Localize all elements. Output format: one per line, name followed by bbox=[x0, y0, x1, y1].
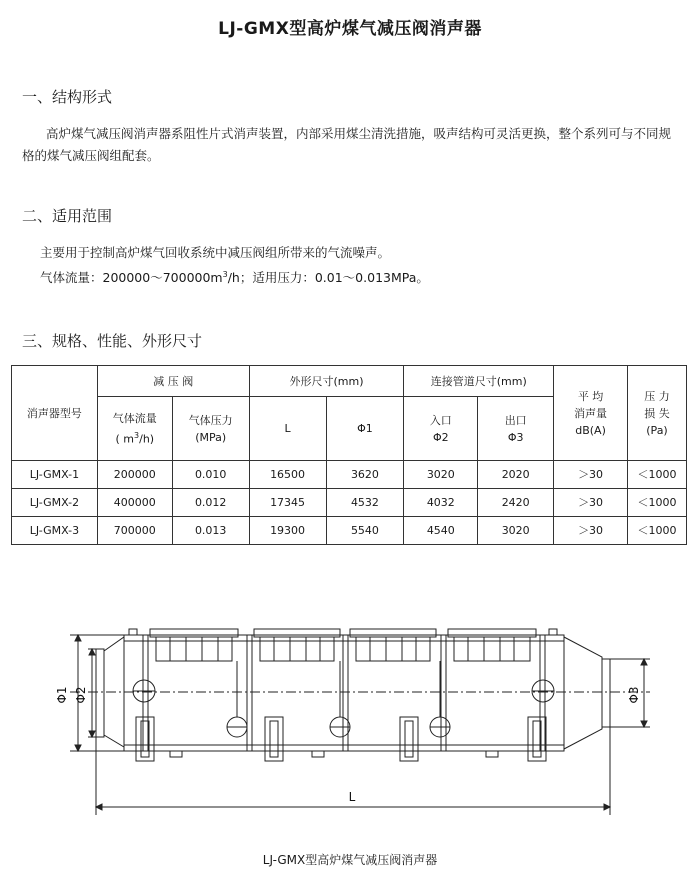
dim-label-phi2: Φ2 bbox=[74, 686, 88, 704]
cell-L: 19300 bbox=[249, 517, 326, 545]
silencer-drawing bbox=[0, 595, 700, 835]
header-pressure-loss bbox=[628, 366, 687, 461]
cell-noise: ＞30 bbox=[554, 461, 628, 489]
loss-label-c: (Pa) bbox=[646, 423, 668, 437]
table-row bbox=[12, 517, 687, 545]
header-noise bbox=[554, 366, 628, 461]
scope-superscript: 3 bbox=[222, 270, 228, 279]
scope-line-1: 主要用于控制高炉煤气回收系统中减压阀组所带来的气流噪声。 bbox=[40, 245, 391, 260]
inlet-flange bbox=[96, 649, 104, 737]
loss-label-a: 压 力 bbox=[644, 389, 670, 403]
header-phi1: Φ1 bbox=[326, 397, 404, 461]
cell-L: 16500 bbox=[249, 461, 326, 489]
header-pipe: 连接管道尺寸(mm) bbox=[404, 366, 554, 397]
header-flow bbox=[97, 397, 172, 461]
noise-label-a: 平 均 bbox=[577, 389, 604, 403]
cell-outlet: 2020 bbox=[478, 461, 554, 489]
section-heading-structure: 一、结构形式 bbox=[22, 88, 113, 106]
cell-flow: 700000 bbox=[97, 517, 172, 545]
header-pressure bbox=[172, 397, 249, 461]
pressure-label-a: 气体压力 bbox=[188, 413, 233, 427]
bottom-drains bbox=[170, 751, 498, 757]
cell-flow: 200000 bbox=[97, 461, 172, 489]
cell-pressure: 0.012 bbox=[172, 489, 249, 517]
cell-model: LJ-GMX-3 bbox=[12, 517, 98, 545]
outlet-flange bbox=[602, 659, 610, 727]
table-row bbox=[12, 489, 687, 517]
main-shell bbox=[124, 635, 564, 751]
header-valve: 减 压 阀 bbox=[97, 366, 249, 397]
scope-line-2 bbox=[40, 264, 700, 289]
access-doors bbox=[136, 717, 546, 761]
partition-walls bbox=[143, 635, 545, 751]
dim-label-L: L bbox=[348, 790, 356, 804]
structure-paragraph: 高炉煤气减压阀消声器系阻性片式消声装置，内部采用煤尘清洗措施，吸声结构可灵活更换，整个系列可与不同规格的煤气减压阀组配套。 bbox=[22, 126, 672, 163]
section-heading-specs: 三、规格、性能、外形尺寸 bbox=[22, 332, 203, 350]
flow-label-a: 气体流量 bbox=[112, 411, 157, 425]
top-nozzles bbox=[129, 629, 557, 635]
noise-label-c: dB(A) bbox=[575, 423, 606, 437]
header-dimensions: 外形尺寸(mm) bbox=[249, 366, 404, 397]
cell-inlet: 4032 bbox=[404, 489, 478, 517]
cell-loss: ＜1000 bbox=[628, 461, 687, 489]
outlet-label-b: Φ3 bbox=[507, 430, 524, 444]
outlet-label-a: 出口 bbox=[504, 413, 527, 427]
cell-phi1: 3620 bbox=[326, 461, 404, 489]
dim-label-phi3: Φ3 bbox=[627, 686, 641, 704]
cell-model: LJ-GMX-1 bbox=[12, 461, 98, 489]
outlet-cone bbox=[564, 637, 602, 749]
cell-noise: ＞30 bbox=[554, 489, 628, 517]
cell-flow: 400000 bbox=[97, 489, 172, 517]
table-row bbox=[12, 461, 687, 489]
dim-label-phi1: Φ1 bbox=[55, 686, 69, 704]
cell-loss: ＜1000 bbox=[628, 517, 687, 545]
pressure-label-b: (MPa) bbox=[195, 430, 227, 444]
cell-pressure: 0.013 bbox=[172, 517, 249, 545]
cell-inlet: 3020 bbox=[404, 461, 478, 489]
inlet-label-b: Φ2 bbox=[432, 430, 449, 444]
cell-outlet: 2420 bbox=[478, 489, 554, 517]
cell-L: 17345 bbox=[249, 489, 326, 517]
section-heading-scope: 二、适用范围 bbox=[22, 207, 113, 225]
cell-phi1: 4532 bbox=[326, 489, 404, 517]
inlet-label-a: 入口 bbox=[429, 413, 452, 427]
cell-outlet: 3020 bbox=[478, 517, 554, 545]
cell-loss: ＜1000 bbox=[628, 489, 687, 517]
header-inlet bbox=[404, 397, 478, 461]
noise-label-b: 消声量 bbox=[574, 406, 608, 420]
header-outlet bbox=[478, 397, 554, 461]
flow-label-c: /h) bbox=[139, 432, 155, 446]
cell-model: LJ-GMX-2 bbox=[12, 489, 98, 517]
spec-table bbox=[11, 365, 687, 545]
page-title: LJ-GMX型高炉煤气减压阀消声器 bbox=[218, 19, 482, 39]
cell-noise: ＞30 bbox=[554, 517, 628, 545]
flow-label-b: ( m bbox=[115, 432, 135, 446]
cell-inlet: 4540 bbox=[404, 517, 478, 545]
loss-label-b: 损 失 bbox=[644, 406, 670, 420]
cell-phi1: 5540 bbox=[326, 517, 404, 545]
table-header-row-1 bbox=[12, 366, 687, 397]
header-L: L bbox=[249, 397, 326, 461]
header-model: 消声器型号 bbox=[12, 366, 98, 461]
flow-label-sup: 3 bbox=[134, 430, 140, 440]
scope-flow-text: 气体流量：200000～700000m bbox=[40, 270, 223, 286]
figure-caption: LJ-GMX型高炉煤气减压阀消声器 bbox=[262, 853, 438, 867]
dimension-lines bbox=[70, 635, 650, 815]
cell-pressure: 0.010 bbox=[172, 461, 249, 489]
scope-pressure-text: /h；适用压力：0.01～0.013MPa。 bbox=[227, 270, 429, 286]
